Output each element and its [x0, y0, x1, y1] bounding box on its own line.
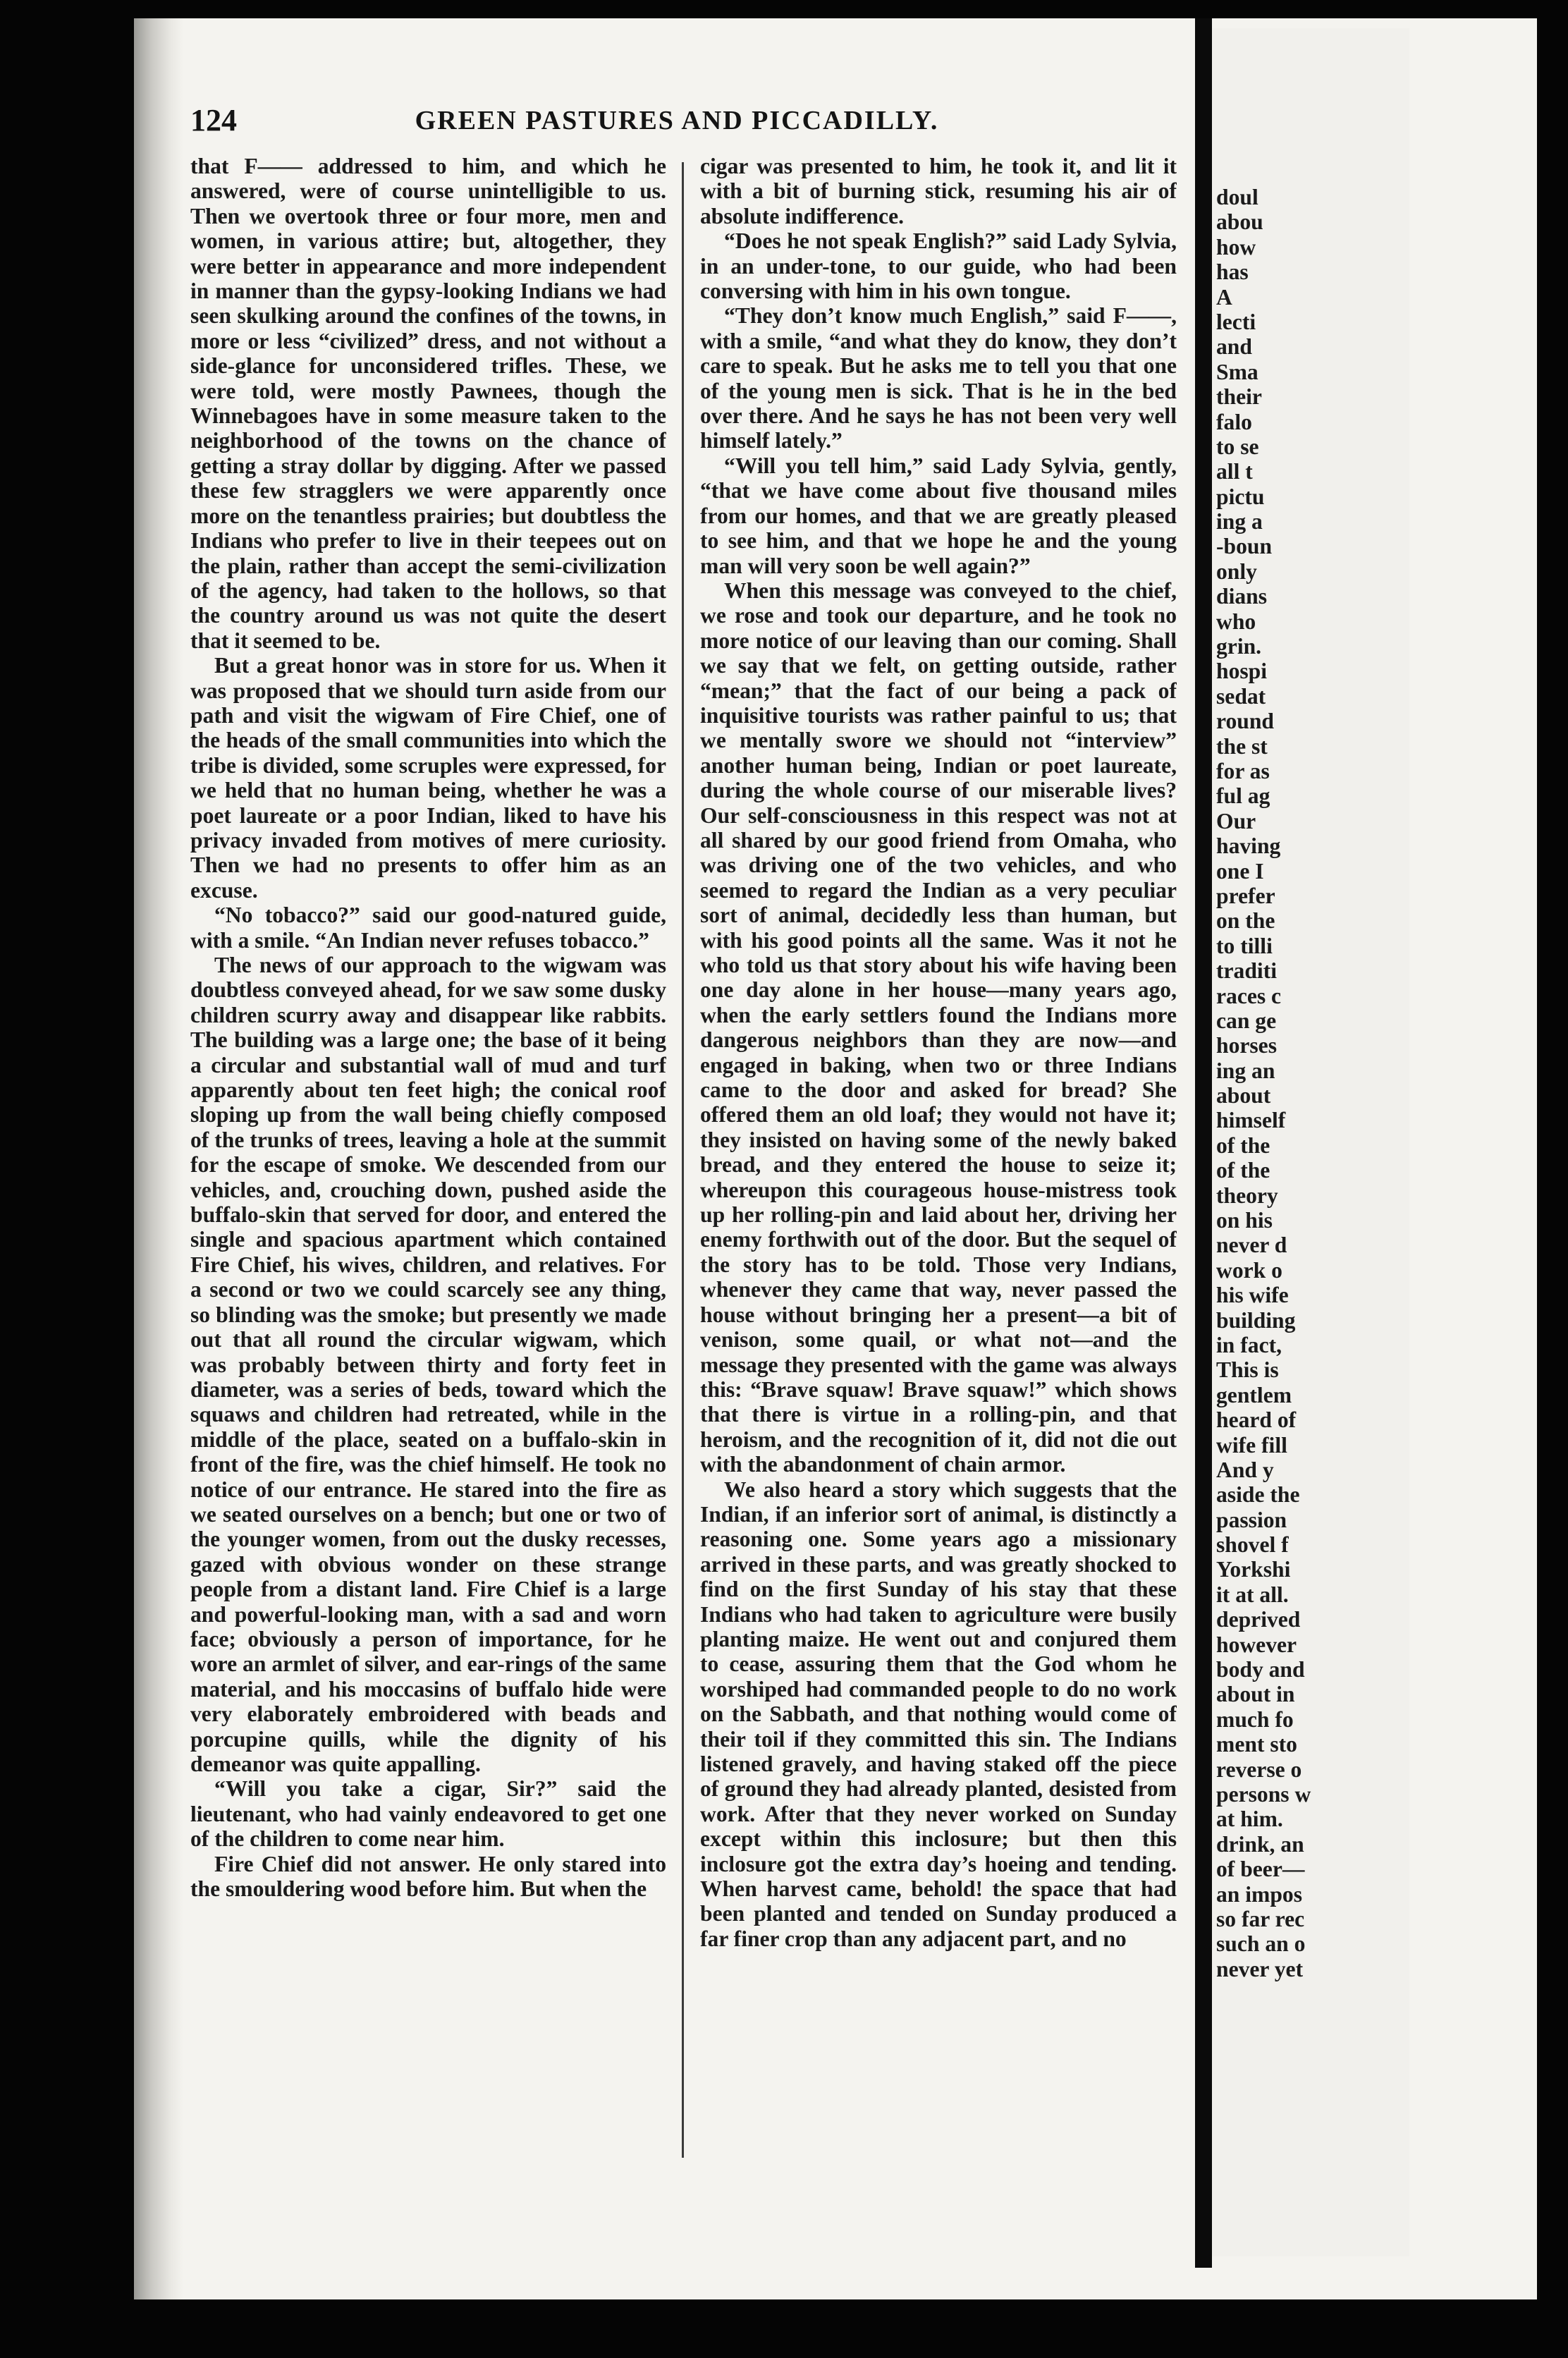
- fragment-line: wife fill: [1216, 1432, 1287, 1458]
- fragment-line: ment sto: [1216, 1732, 1297, 1757]
- fragment-line: horses: [1216, 1033, 1278, 1058]
- page-edge-shadow: [1195, 18, 1212, 2268]
- paragraph: The news of our approach to the wigwam was doubtless conveyed ahead, for we saw some dusky children scurry away and disappear like rabbits. The building was a large one; the base of it being a circular and substantial wall of mud and turf apparently about ten feet high; the conical roof sloping up from the wall being chiefly composed of the trunks of trees, leaving a hole at the summit for the escape of smoke. We descended from our vehicles, and, crouching down, pushed aside the buffalo-skin that served for door, and entered the single and spacious apartment which contained Fire Chief, his wives, children, and relatives. For a second or two we could scarcely see any thing, so blinding was the smoke; but presently we made out that all round the circular wigwam, which was probably between thirty and forty feet in diameter, was a series of beds, toward which the squaws and children had retreated, while in the middle of the place, seated on a buffalo-skin in front of the fire, was the chief himself. He took no notice of our entrance. He stared into the fire as we seated ourselves on a bench; but one or two of the younger women, from out the dusky recesses, gazed with obvious wonder on these strange people from a distant land. Fire Chief is a large and powerful-looking man, with a sad and worn face; obviously a person of importance, for he wore an armlet of silver, and ear-rings of the same material, and his moccasins of buffalo hide were very elaborately embroidered with beads and porcupine quills, while the dignity of his demeanor was quite appalling.: [190, 953, 666, 1776]
- next-page-lines: [1216, 185, 1409, 1981]
- fragment-line: grin.: [1216, 634, 1262, 659]
- fragment-line: their: [1216, 384, 1262, 410]
- fragment-line: can ge: [1216, 1008, 1277, 1033]
- fragment-line: for as: [1216, 758, 1270, 783]
- fragment-line: his wife: [1216, 1283, 1289, 1308]
- fragment-line: hospi: [1216, 659, 1268, 684]
- paragraph: Fire Chief did not answer. He only stared into the smouldering wood before him. But when the: [190, 1851, 666, 1902]
- fragment-line: And y: [1216, 1457, 1274, 1482]
- fragment-line: ing an: [1216, 1058, 1275, 1083]
- page-number: 124: [190, 103, 237, 138]
- paragraph: that F—— addressed to him, and which he answered, were of course unintelligible to us. Then we overtook three or four more, men and women, in various attire; but, altogether, they were better in appearance and more independent in manner than the gypsy-looking Indians we had seen skulking around the confines of the towns, in more or less “civilized” dress, and not without a side-glance for unconsidered trifles. These, we were told, were mostly Pawnees, though the Winnebagoes have in some measure taken to the neighborhood of the towns on the chance of getting a stray dollar by digging. After we passed these few stragglers we were apparently once more on the tenantless prairies; but doubtless the Indians who prefer to live in their teepees out on the plain, rather than accept the semi-civilization of the agency, had taken to the hollows, so that the country around us was not quite the desert that it seemed to be.: [190, 154, 666, 653]
- fragment-line: who: [1216, 609, 1256, 634]
- fragment-line: himself: [1216, 1108, 1286, 1133]
- fragment-line: deprived: [1216, 1607, 1301, 1632]
- fragment-line: falo: [1216, 409, 1252, 434]
- paragraph: cigar was presented to him, he took it, and lit it with a bit of burning stick, resuming his air of absolute indifference.: [700, 154, 1177, 228]
- fragment-line: one I: [1216, 858, 1264, 884]
- fragment-line: heard of: [1216, 1407, 1297, 1433]
- fragment-line: to se: [1216, 434, 1259, 459]
- fragment-line: so far rec: [1216, 1906, 1305, 1931]
- fragment-line: shovel f: [1216, 1532, 1289, 1558]
- fragment-line: and: [1216, 334, 1252, 360]
- paragraph: “No tobacco?” said our good-natured guide, with a smile. “An Indian never refuses tobacco.”: [190, 903, 666, 953]
- column-rule: [682, 162, 684, 2158]
- fragment-line: Yorkshi: [1216, 1557, 1291, 1582]
- fragment-line: ful ag: [1216, 783, 1270, 809]
- right-column: [700, 154, 1177, 2163]
- running-title: GREEN PASTURES AND PICCADILLY.: [415, 106, 939, 135]
- fragment-line: about in: [1216, 1682, 1295, 1707]
- fragment-line: however: [1216, 1632, 1297, 1657]
- paragraph: “Does he not speak English?” said Lady Sylvia, in an under-tone, to our guide, who had been conversing with him in his own tongue.: [700, 228, 1177, 304]
- fragment-line: in fact,: [1216, 1332, 1282, 1357]
- fragment-line: of the: [1216, 1132, 1270, 1158]
- fragment-line: has: [1216, 259, 1249, 285]
- fragment-line: abou: [1216, 209, 1263, 235]
- fragment-line: how: [1216, 234, 1256, 259]
- fragment-line: on the: [1216, 908, 1275, 934]
- paragraph: “Will you take a cigar, Sir?” said the lieutenant, who had vainly endeavored to get one of the children to come near him.: [190, 1776, 666, 1852]
- fragment-line: of the: [1216, 1158, 1270, 1183]
- fragment-line: on his: [1216, 1208, 1273, 1233]
- fragment-line: A: [1216, 284, 1232, 310]
- fragment-line: races c: [1216, 983, 1282, 1008]
- fragment-line: persons w: [1216, 1782, 1311, 1807]
- fragment-line: only: [1216, 558, 1257, 584]
- fragment-line: never d: [1216, 1233, 1287, 1258]
- fragment-line: work o: [1216, 1257, 1282, 1283]
- fragment-line: to tilli: [1216, 933, 1273, 958]
- fragment-line: ing a: [1216, 509, 1263, 534]
- next-page-fragment: [1212, 28, 1409, 2256]
- fragment-line: This is: [1216, 1357, 1279, 1383]
- fragment-line: -boun: [1216, 534, 1273, 559]
- paragraph: But a great honor was in store for us. When it was proposed that we should turn aside from our path and visit the wigwam of Fire Chief, one of the heads of the small communities into which the tribe is divided, some scruples were expressed, for we held that no human being, whether he was a poet laureate or a poor Indian, liked to have his privacy invaded from motives of mere curiosity. Then we had no presents to offer him as an excuse.: [190, 653, 666, 903]
- fragment-line: all t: [1216, 459, 1253, 484]
- fragment-line: dians: [1216, 584, 1268, 609]
- fragment-line: prefer: [1216, 883, 1275, 908]
- gutter-shadow: [134, 18, 183, 2299]
- fragment-line: of beer—: [1216, 1857, 1305, 1882]
- running-head: [190, 102, 1163, 145]
- fragment-line: Sma: [1216, 359, 1258, 384]
- fragment-line: having: [1216, 833, 1281, 859]
- fragment-line: drink, an: [1216, 1831, 1304, 1857]
- paragraph: “Will you tell him,” said Lady Sylvia, gently, “that we have come about five thousand miles from our homes, and that we are greatly pleased to see him, and that we hope he and the young man will very soon be well again?”: [700, 453, 1177, 578]
- fragment-line: lecti: [1216, 309, 1256, 334]
- fragment-line: doul: [1216, 185, 1258, 209]
- fragment-line: it at all.: [1216, 1582, 1289, 1607]
- fragment-line: building: [1216, 1307, 1296, 1333]
- fragment-line: such an o: [1216, 1931, 1306, 1957]
- paragraph: We also heard a story which suggests that the Indian, if an inferior sort of animal, is distinctly a reasoning one. Some years ago a missionary arrived in these parts, and was greatly shocked to find on the first Sunday of his stay that these Indians who had taken to agriculture were busily planting maize. He went out and conjured them to cease, assuring them that the God whom he worshiped had commanded people to do no work on the Sabbath, and that nothing would come of their toil if they committed this sin. The Indians listened gravely, and having staked off the piece of ground they had already planted, desisted from work. After that they never worked on Sunday except within this inclosure; but then this inclosure got the extra day’s hoeing and tending. When harvest came, behold! the space that had been planted and tended on Sunday produced a far finer crop than any adjacent part, and no: [700, 1477, 1177, 1951]
- fragment-line: aside the: [1216, 1482, 1300, 1508]
- fragment-line: gentlem: [1216, 1382, 1292, 1407]
- fragment-line: reverse o: [1216, 1757, 1302, 1782]
- fragment-line: theory: [1216, 1183, 1278, 1208]
- fragment-line: never yet: [1216, 1956, 1304, 1981]
- fragment-line: at him.: [1216, 1807, 1283, 1832]
- paragraph: When this message was conveyed to the chief, we rose and took our departure, and he took no more notice of our leaving than our coming. Shall we say that we felt, on getting outside, rather “mean;” that the fact of our being a pack of inquisitive tourists was rather painful to us; that we mentally swore we should not “interview” another human being, Indian or poet laureate, during the whole course of our miserable lives? Our self-consciousness in this respect was not at all shared by our good friend from Omaha, who was driving one of the two vehicles, and who seemed to regard the Indian as a very peculiar sort of animal, decidedly less than human, but with his good points all the same. Was it not he who told us that story about his wife having been one day alone in her house—many years ago, when the early settlers found the Indians more dangerous neighbors than they are now—and engaged in baking, when two or three Indians came to the door and asked for bread? She offered them an old loaf; they would not have it; they insisted on having some of the newly baked bread, and they entered the house to seize it; whereupon this courageous house-mistress took up her rolling-pin and laid about her, driving her enemy forthwith out of the door. But the sequel of the story has to be told. Those very Indians, whenever they came that way, never passed the house without bringing her a present—a bit of venison, some quail, or what not—and the message they presented with the game was always this: “Brave squaw! Brave squaw!” which shows that there is virtue in a rolling-pin, and that heroism, and the recognition of it, did not die out with the abandonment of chain armor.: [700, 578, 1177, 1477]
- fragment-line: the st: [1216, 733, 1268, 759]
- left-column: [190, 154, 666, 2163]
- fragment-line: pictu: [1216, 484, 1265, 509]
- fragment-line: body and: [1216, 1657, 1305, 1682]
- fragment-line: passion: [1216, 1507, 1287, 1532]
- paragraph: “They don’t know much English,” said F——, with a smile, “and what they do know, they don’t care to speak. But he asks me to tell you that one of the young men is sick. That is he in the bed over there. And he says he has not been very well himself lately.”: [700, 303, 1177, 453]
- fragment-line: round: [1216, 709, 1274, 734]
- fragment-line: Our: [1216, 808, 1256, 833]
- fragment-line: about: [1216, 1083, 1271, 1108]
- fragment-line: much fo: [1216, 1706, 1294, 1732]
- fragment-line: sedat: [1216, 683, 1266, 709]
- page-edge-fade: [1381, 28, 1409, 2256]
- fragment-line: traditi: [1216, 958, 1277, 984]
- fragment-line: an impos: [1216, 1881, 1303, 1907]
